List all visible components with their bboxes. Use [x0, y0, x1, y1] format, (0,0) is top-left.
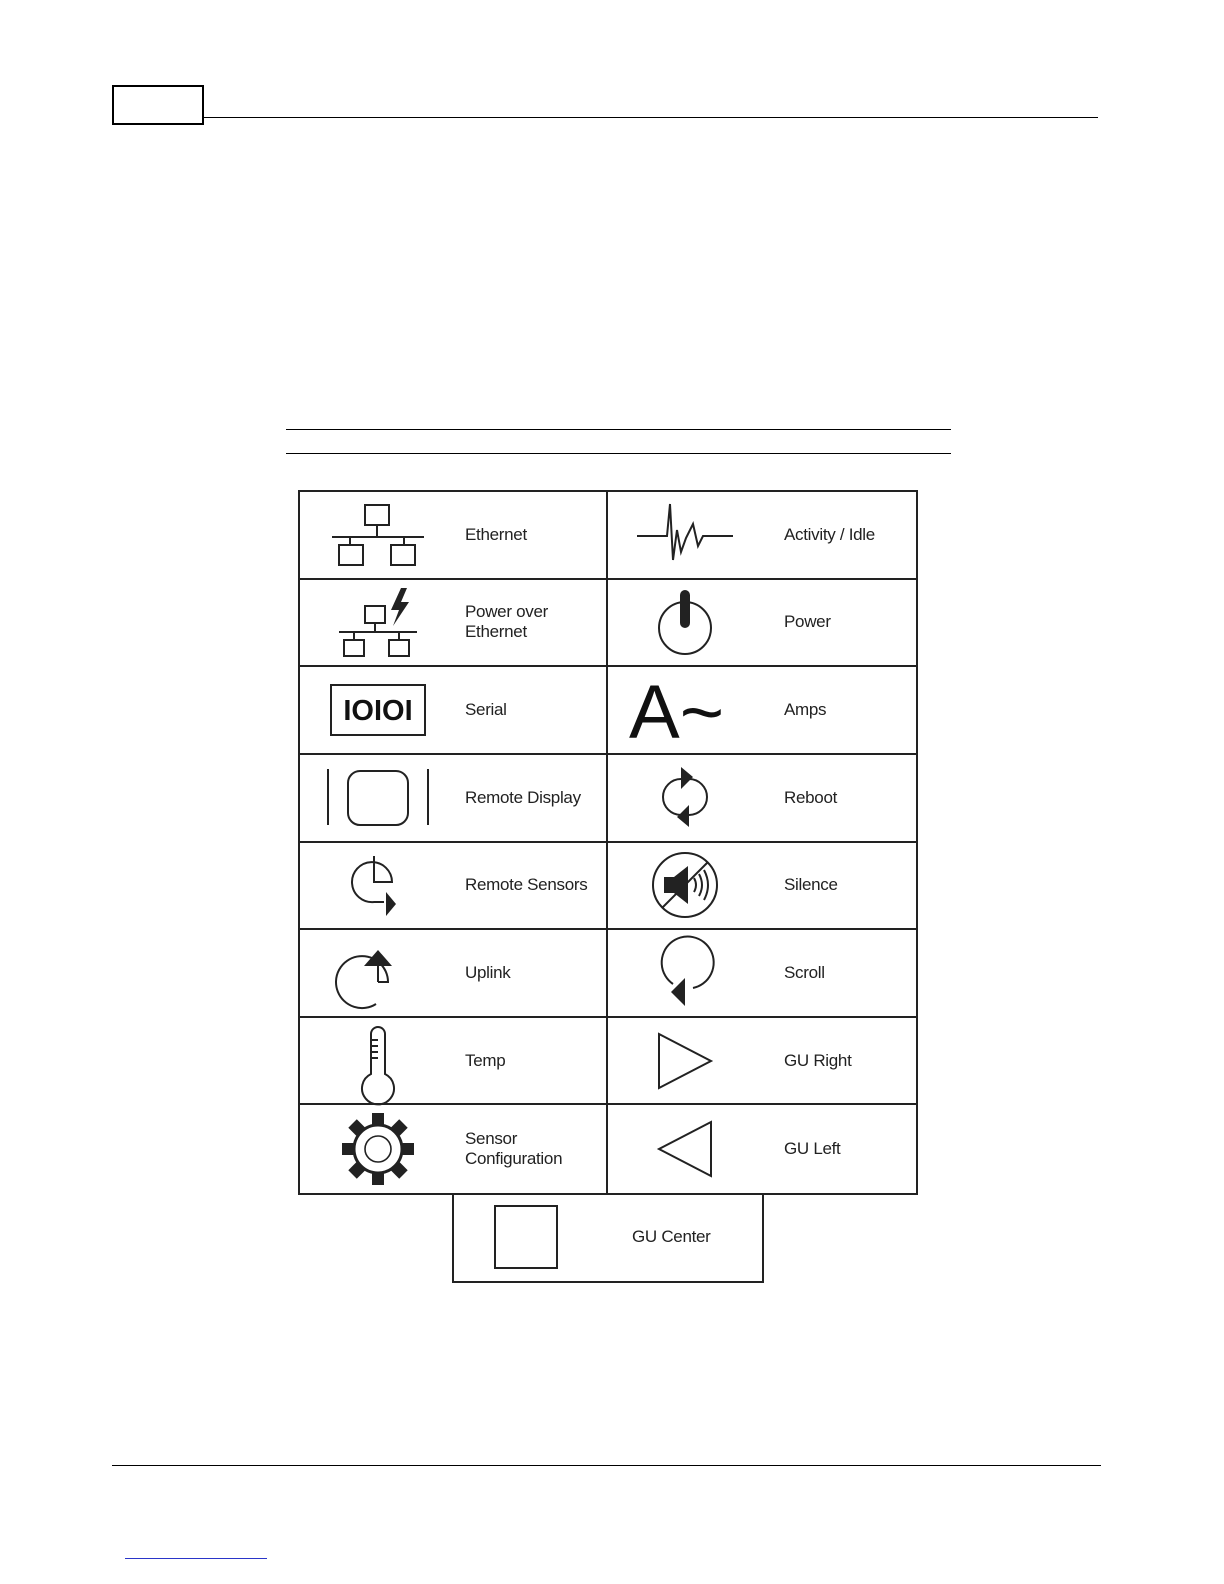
legend-cell-amps: [608, 667, 916, 755]
header-rule: [204, 117, 1098, 118]
legend-label-activity-idle: Activity / Idle: [784, 524, 875, 544]
footer-rule: [112, 1465, 1101, 1466]
legend-label-amps: Amps: [784, 700, 827, 720]
amps-icon: [626, 667, 744, 756]
legend-label-serial: Serial: [465, 700, 507, 720]
legend-cell-power-over-ethernet: [300, 580, 608, 668]
activity-idle-icon: [626, 492, 744, 578]
legend-cell-remote-display: [300, 755, 608, 843]
ethernet-icon: [322, 492, 434, 578]
legend-cell-scroll: [608, 930, 916, 1018]
legend-label-ethernet: Ethernet: [465, 524, 527, 544]
legend-label-scroll: Scroll: [784, 962, 825, 982]
scroll-icon: [626, 930, 744, 1016]
triangle-right-icon: [626, 1018, 744, 1104]
table-caption-rule-bottom: [286, 453, 951, 454]
legend-label-power: Power: [784, 612, 831, 632]
legend-label-gu-center: GU Center: [632, 1227, 711, 1246]
footer-link-underline[interactable]: [125, 1558, 267, 1559]
power-over-ethernet-icon: [322, 580, 434, 666]
legend-label-temp: Temp: [465, 1050, 506, 1070]
remote-display-icon: [322, 755, 434, 841]
icon-legend-table: [298, 490, 918, 1195]
legend-cell-temp: [300, 1018, 608, 1106]
legend-label-gu-left: GU Left: [784, 1139, 841, 1159]
legend-cell-sensor-configuration: [300, 1105, 608, 1193]
legend-label-remote-sensors: Remote Sensors: [465, 875, 588, 895]
legend-cell-gu-center: [452, 1193, 764, 1283]
legend-cell-power: [608, 580, 916, 668]
reboot-icon: [626, 755, 744, 841]
amps-icon-text: A~: [629, 670, 725, 756]
legend-cell-activity-idle: [608, 492, 916, 580]
legend-cell-gu-right: [608, 1018, 916, 1106]
table-caption-rule-top: [286, 429, 951, 430]
triangle-left-icon: [626, 1105, 744, 1193]
legend-label-power-over-ethernet: Power over Ethernet: [465, 602, 548, 642]
legend-label-uplink: Uplink: [465, 962, 511, 982]
legend-label-reboot: Reboot: [784, 787, 838, 807]
uplink-icon: [322, 930, 434, 1016]
serial-icon-text: IOIOI: [343, 695, 413, 728]
legend-cell-gu-left: [608, 1105, 916, 1193]
legend-label-silence: Silence: [784, 875, 838, 895]
legend-label-gu-right: GU Right: [784, 1050, 852, 1070]
power-icon: [626, 580, 744, 666]
legend-label-sensor-configuration: Sensor Configuration: [465, 1129, 563, 1169]
legend-cell-serial: [300, 667, 608, 755]
remote-sensors-icon: [322, 843, 434, 929]
thermometer-icon: [322, 1018, 434, 1104]
legend-cell-remote-sensors: [300, 843, 608, 931]
gear-icon: [322, 1105, 434, 1193]
serial-icon: [322, 667, 434, 753]
legend-cell-silence: [608, 843, 916, 931]
header-page-number-box: [112, 85, 204, 125]
silence-icon: [626, 843, 744, 929]
legend-label-remote-display: Remote Display: [465, 787, 581, 807]
legend-cell-reboot: [608, 755, 916, 843]
legend-cell-ethernet: [300, 492, 608, 580]
square-icon: [494, 1205, 558, 1269]
legend-cell-uplink: [300, 930, 608, 1018]
